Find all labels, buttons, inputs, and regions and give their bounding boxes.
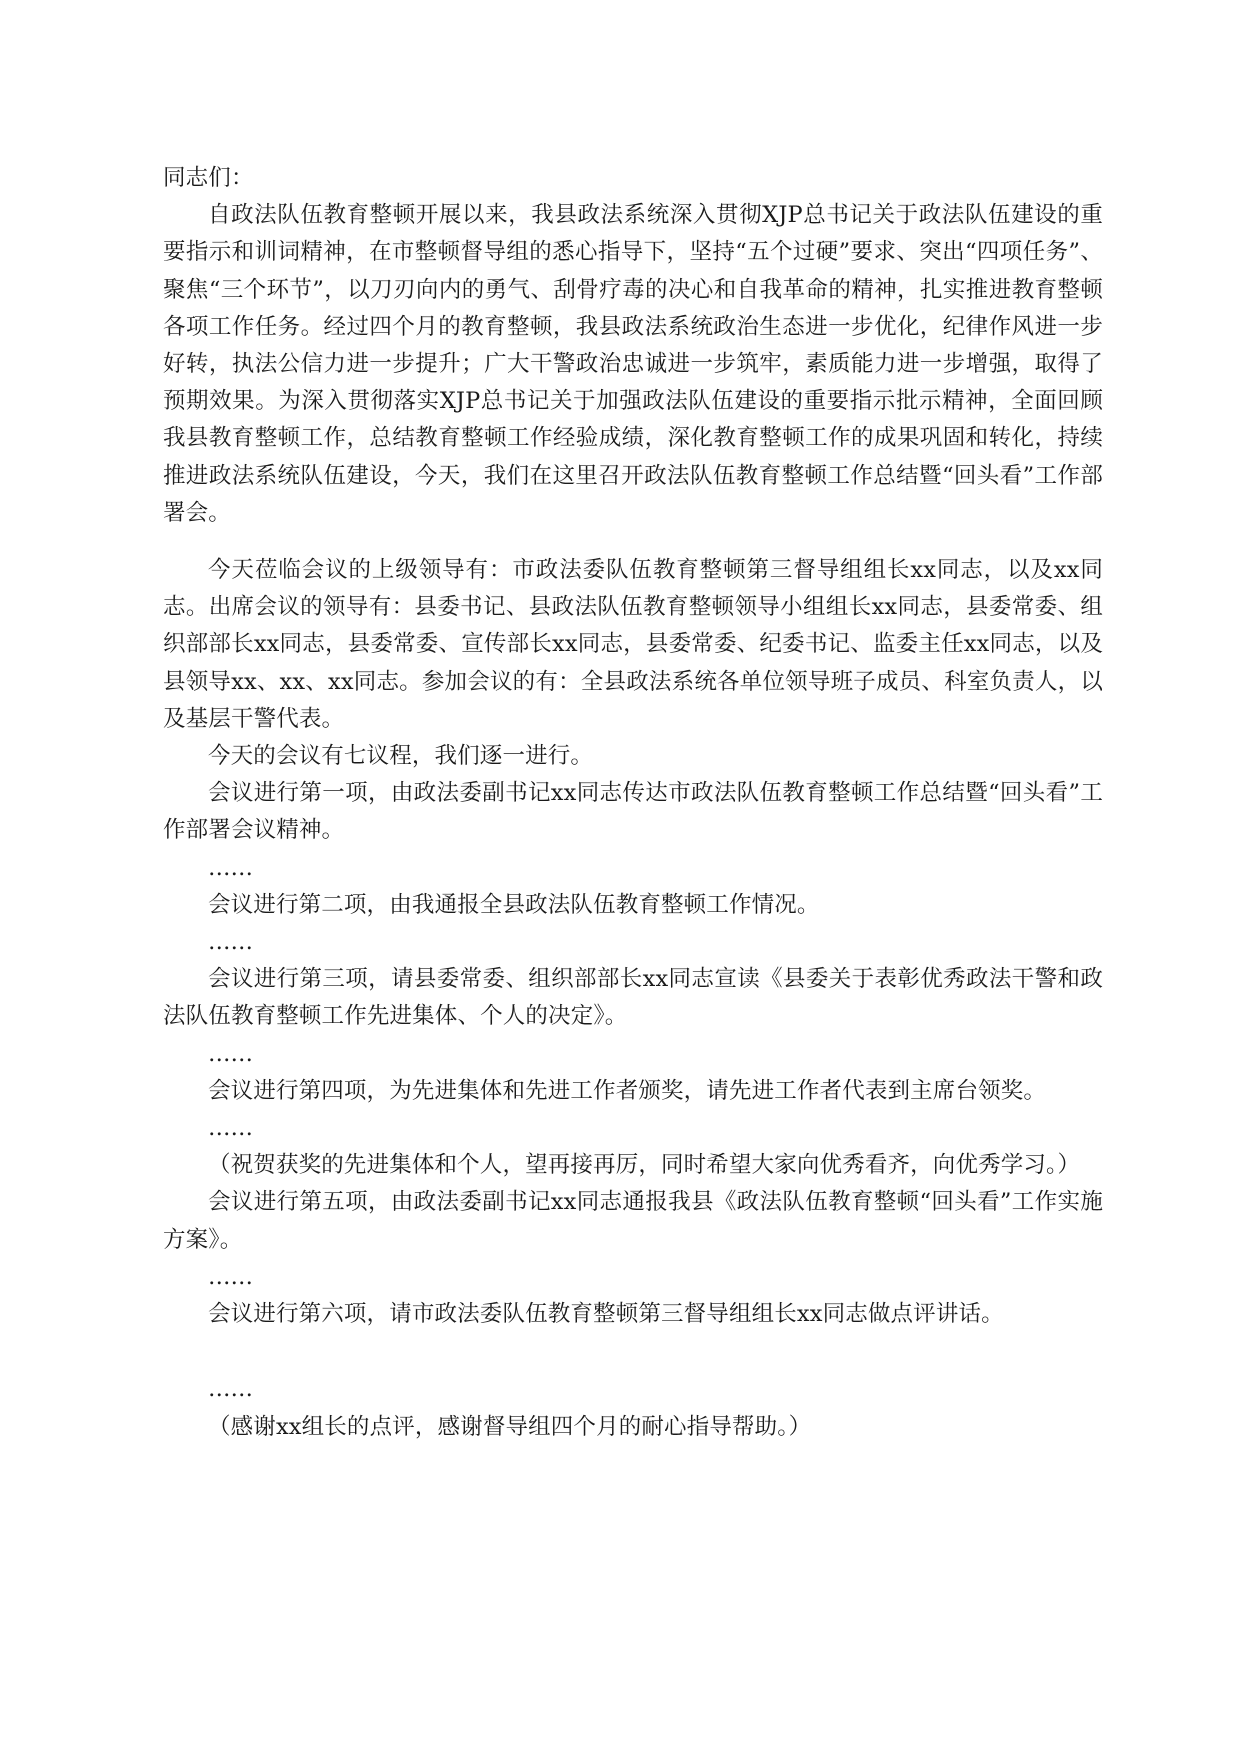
paragraph-thanks: （感谢xx组长的点评，感谢督导组四个月的耐心指导帮助。） — [208, 1413, 812, 1440]
paragraph-attendees: 今天莅临会议的上级领导有：市政法委队伍教育整顿第三督导组组长xx同志，以及xx同志。出席会议的领导有：县委书记、县政法队伍教育整顿领导小组组长xx同志，县委常委、组织部部长xx同志，县委常委、宣传部长xx同志，县委常委、纪委书记、监委主任xx同志，以及县领导xx、xx、xx同志。参加会议的有：全县政法系统各单位领导班子成员、科室负责人，以及基层干警代表。 — [163, 557, 1103, 732]
paragraph-item-3: 会议进行第三项，请县委常委、组织部部长xx同志宣读《县委关于表彰优秀政法干警和政法队伍教育整顿工作先进集体、个人的决定》。 — [163, 966, 1103, 1030]
document-body — [163, 160, 1103, 1446]
salutation: 同志们： — [163, 165, 254, 191]
ellipsis-4: …… — [208, 1115, 253, 1142]
paragraph-item-5: 会议进行第五项，由政法委副书记xx同志通报我县《政法队伍教育整顿“回头看”工作实施方案》。 — [163, 1189, 1103, 1253]
ellipsis-2: …… — [208, 929, 253, 956]
ellipsis-6: …… — [208, 1376, 253, 1403]
paragraph-item-6: 会议进行第六项，请市政法委队伍教育整顿第三督导组组长xx同志做点评讲话。 — [208, 1301, 1004, 1328]
paragraph-item-4: 会议进行第四项，为先进集体和先进工作者颁奖，请先进工作者代表到主席台领奖。 — [208, 1077, 1047, 1104]
ellipsis-1: …… — [208, 854, 253, 881]
paragraph-intro: 自政法队伍教育整顿开展以来，我县政法系统深入贯彻XJP总书记关于政法队伍建设的重要指示和训词精神，在市整顿督导组的悉心指导下，坚持“五个过硬”要求、突出“四项任务”、聚焦“三个环节”，以刀刃向内的勇气、刮骨疗毒的决心和自我革命的精神，扎实推进教育整顿各项工作任务。经过四个月的教育整顿，我县政法系统政治生态进一步优化，纪律作风进一步好转，执法公信力进一步提升；广大干警政治忠诚进一步筑牢，素质能力进一步增强，取得了预期效果。为深入贯彻落实XJP总书记关于加强政法队伍建设的重要指示批示精神，全面回顾我县教育整顿工作，总结教育整顿工作经验成绩，深化教育整顿工作的成果巩固和转化，持续推进政法系统队伍建设，今天，我们在这里召开政法队伍教育整顿工作总结暨“回头看”工作部署会。 — [163, 202, 1103, 526]
paragraph-agenda-count: 今天的会议有七议程，我们逐一进行。 — [208, 743, 594, 770]
ellipsis-5: …… — [208, 1263, 253, 1290]
paragraph-congratulation: （祝贺获奖的先进集体和个人，望再接再厉，同时希望大家向优秀看齐，向优秀学习。） — [208, 1152, 1081, 1179]
ellipsis-3: …… — [208, 1040, 253, 1067]
paragraph-item-2: 会议进行第二项，由我通报全县政法队伍教育整顿工作情况。 — [208, 891, 820, 918]
paragraph-item-1: 会议进行第一项，由政法委副书记xx同志传达市政法队伍教育整顿工作总结暨“回头看”工作部署会议精神。 — [163, 780, 1103, 844]
